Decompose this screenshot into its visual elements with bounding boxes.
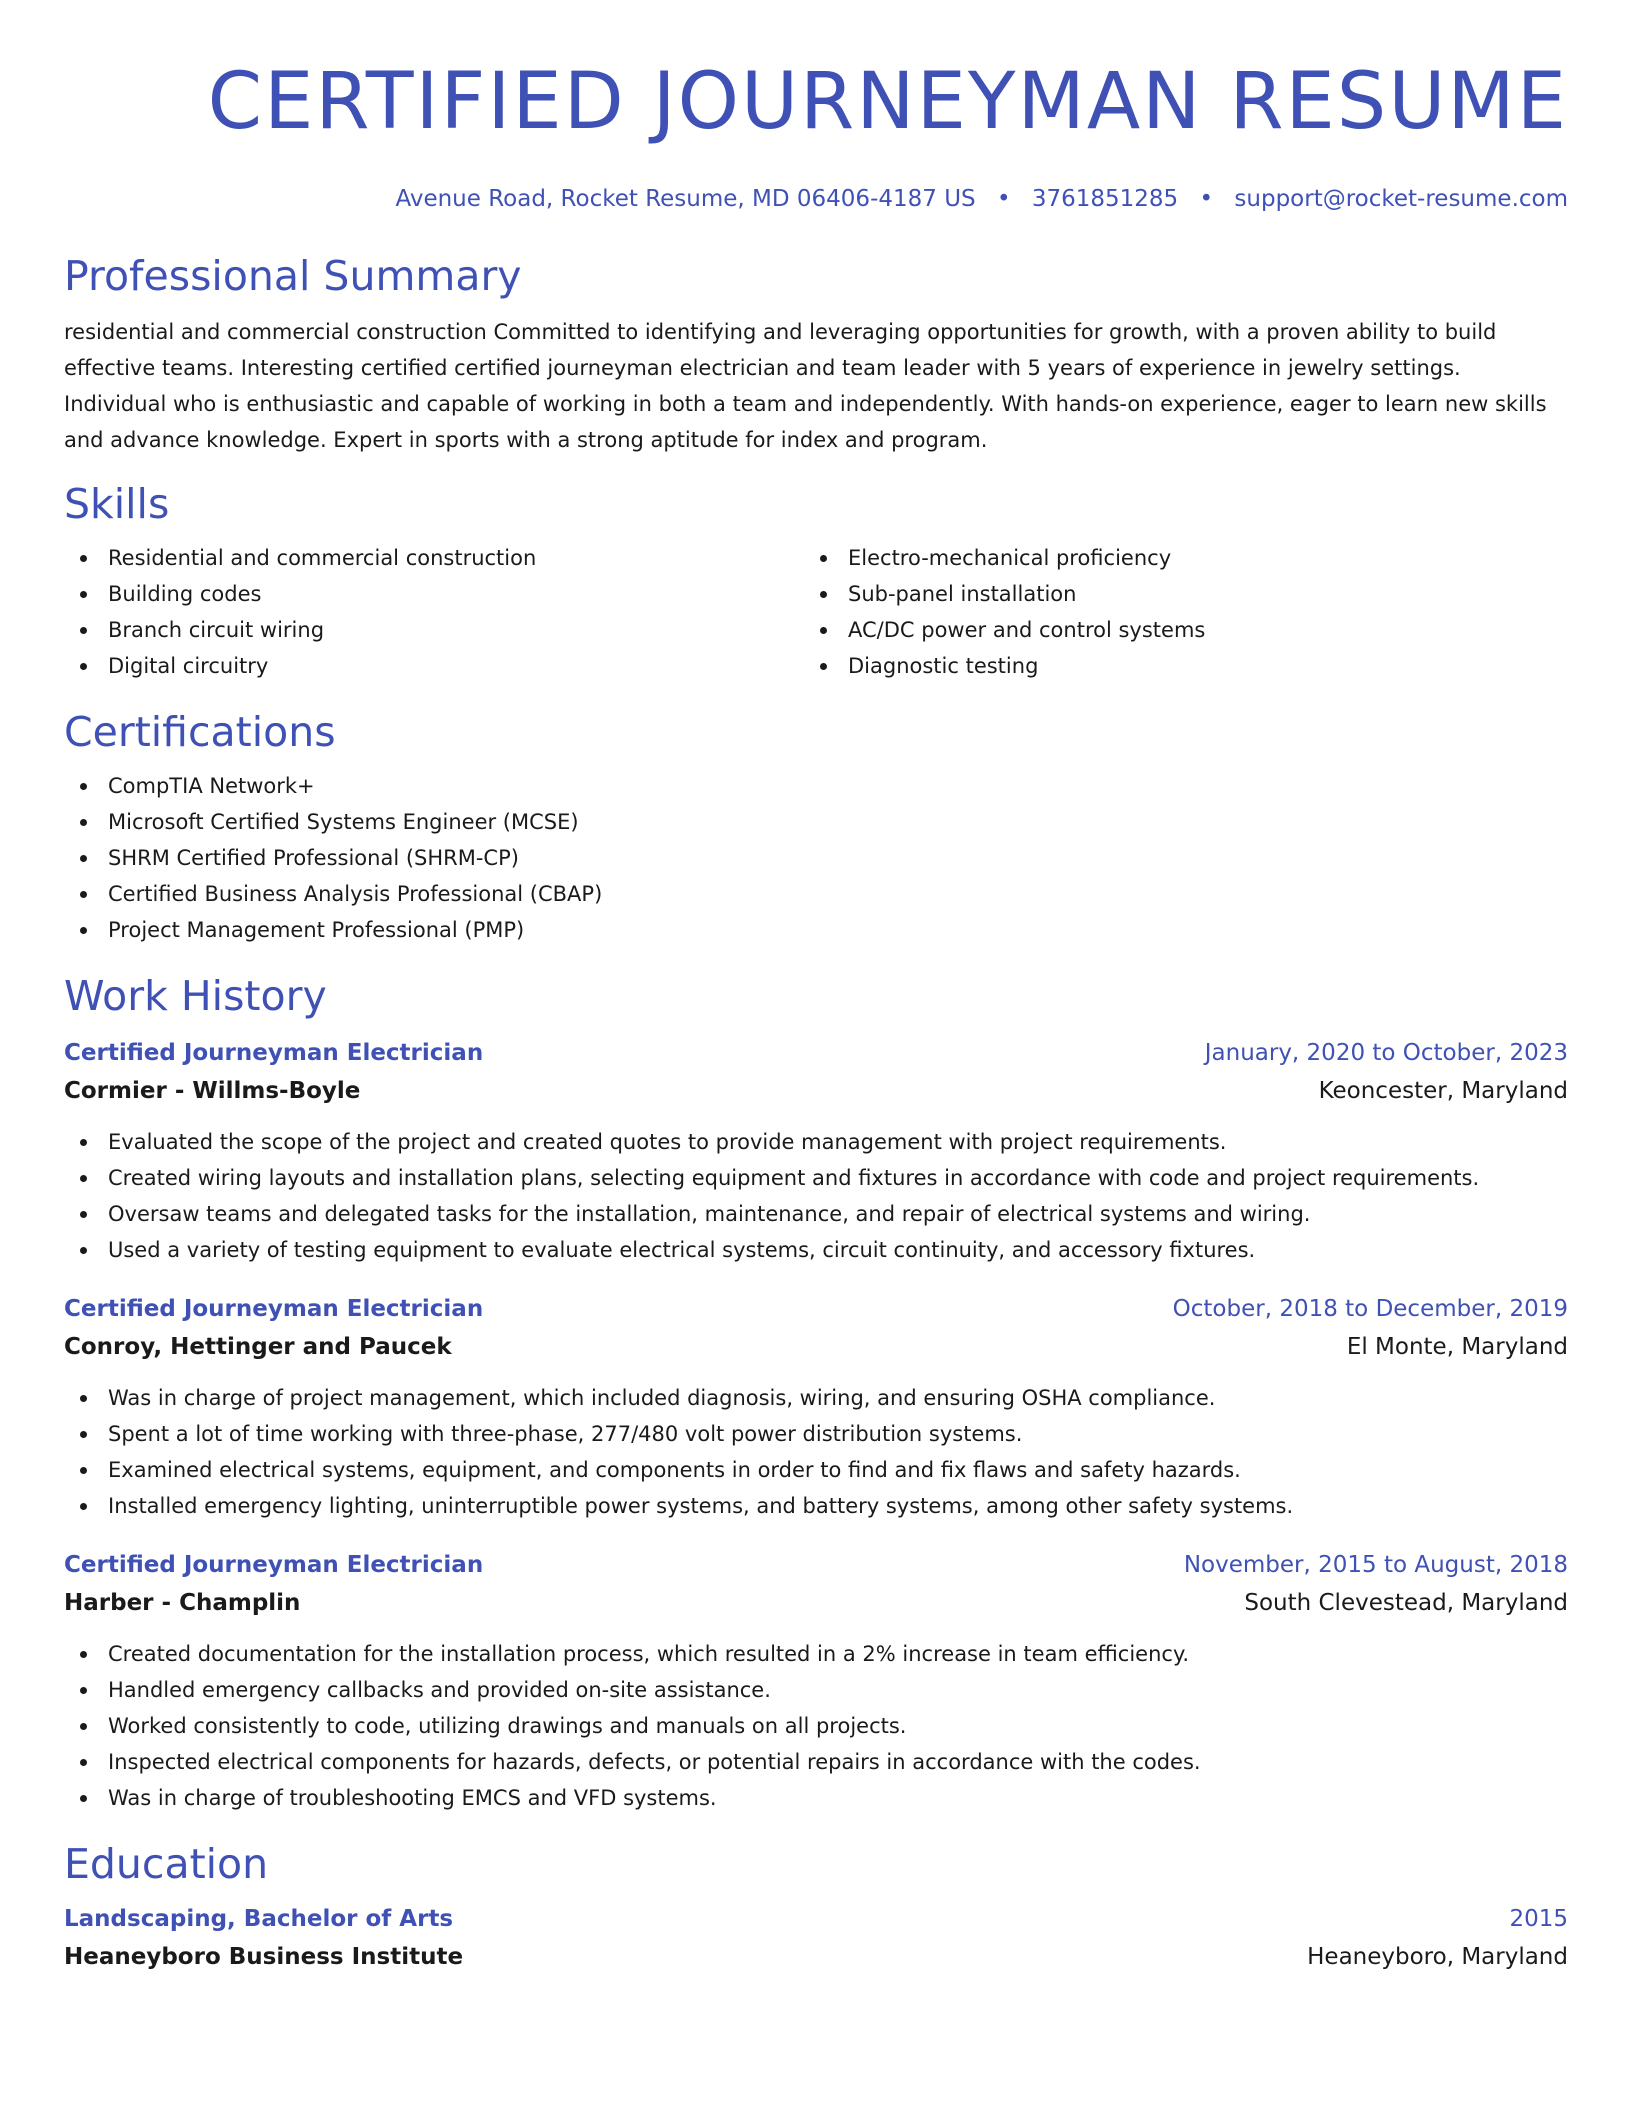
certification-item: Microsoft Certified Systems Engineer (MCSE) [64,804,1568,840]
job-bullet: Used a variety of testing equipment to evaluate electrical systems, circuit continuity, and accessory fixtures. [64,1232,1568,1268]
job-bullets [64,1380,1568,1524]
job-bullet: Created documentation for the installation process, which resulted in a 2% increase in team efficiency. [64,1636,1568,1672]
resume-title: CERTIFIED JOURNEYMAN RESUME [207,57,1568,147]
skill-item: AC/DC power and control systems [804,612,1568,648]
job-dates: November, 2015 to August, 2018 [1183,1552,1568,1578]
school-location: Heaneyboro, Maryland [1307,1944,1568,1970]
email-link[interactable]: support@rocket-resume.com [1234,186,1568,212]
skill-item: Branch circuit wiring [64,612,804,648]
skill-item: Residential and commercial construction [64,540,804,576]
job-bullet: Worked consistently to code, utilizing drawings and manuals on all projects. [64,1708,1568,1744]
job-dates: January, 2020 to October, 2023 [1204,1040,1568,1066]
job-company: Harber - Champlin [64,1590,301,1616]
job-bullet: Inspected electrical components for hazards, defects, or potential repairs in accordance with the codes. [64,1744,1568,1780]
job-location: South Clevestead, Maryland [1244,1590,1568,1616]
job-bullet: Installed emergency lighting, uninterruptible power systems, and battery systems, among other safety systems. [64,1488,1568,1524]
section-heading-work-history: Work History [64,972,327,1020]
job-bullet: Created wiring layouts and installation plans, selecting equipment and fixtures in accordance with code and project requirements. [64,1160,1568,1196]
job-entry [64,1546,1568,1816]
job-title: Certified Journeyman Electrician [64,1040,484,1066]
graduation-year: 2015 [1509,1906,1568,1932]
phone: 3761851285 [1031,186,1179,212]
summary-text: residential and commercial construction Committed to identifying and leveraging opportunities for growth, with a proven ability to build effective teams. Interesting certified certified journeyman electrician and team leader with 5 years of experience in jewelry settings. Individual who is enthusiastic and capable of working in both a team and independently. With hands-on experience, eager to learn new skills and advance knowledge. Expert in sports with a strong aptitude for index and program. [64,320,1547,452]
certifications-list [64,768,1568,948]
skill-item: Diagnostic testing [804,648,1568,684]
skills-list-right [804,540,1568,684]
job-company: Conroy, Hettinger and Paucek [64,1334,452,1360]
skill-item: Building codes [64,576,804,612]
certification-item: SHRM Certified Professional (SHRM-CP) [64,840,1568,876]
job-entry [64,1290,1568,1524]
job-title: Certified Journeyman Electrician [64,1552,484,1578]
job-bullets [64,1636,1568,1816]
separator: • [1199,186,1214,212]
skills-grid [64,540,1568,684]
section-heading-skills: Skills [64,480,170,528]
education-entry [64,1900,1568,1976]
certification-item: Certified Business Analysis Professional (CBAP) [64,876,1568,912]
job-bullets [64,1124,1568,1268]
job-title: Certified Journeyman Electrician [64,1296,484,1322]
separator: • [996,186,1011,212]
job-bullet: Was in charge of troubleshooting EMCS and VFD systems. [64,1780,1568,1816]
job-entry [64,1034,1568,1268]
skill-item: Digital circuitry [64,648,804,684]
job-location: El Monte, Maryland [1346,1334,1568,1360]
school-name: Heaneyboro Business Institute [64,1944,464,1970]
contact-line [64,184,1568,214]
certification-item: Project Management Professional (PMP) [64,912,1568,948]
skill-item: Electro-mechanical proficiency [804,540,1568,576]
degree: Landscaping, Bachelor of Arts [64,1906,454,1932]
job-bullet: Handled emergency callbacks and provided on-site assistance. [64,1672,1568,1708]
job-dates: October, 2018 to December, 2019 [1172,1296,1568,1322]
skill-item: Sub-panel installation [804,576,1568,612]
job-bullet: Spent a lot of time working with three-phase, 277/480 volt power distribution systems. [64,1416,1568,1452]
section-heading-education: Education [64,1840,269,1888]
skills-list-left [64,540,804,684]
job-bullet: Evaluated the scope of the project and created quotes to provide management with project requirements. [64,1124,1568,1160]
job-bullet: Oversaw teams and delegated tasks for the installation, maintenance, and repair of electrical systems and wiring. [64,1196,1568,1232]
job-location: Keoncester, Maryland [1318,1078,1568,1104]
job-bullet: Was in charge of project management, which included diagnosis, wiring, and ensuring OSHA compliance. [64,1380,1568,1416]
section-heading-summary: Professional Summary [64,252,522,300]
job-company: Cormier - Willms-Boyle [64,1078,361,1104]
job-bullet: Examined electrical systems, equipment, and components in order to find and fix flaws and safety hazards. [64,1452,1568,1488]
section-heading-certifications: Certifications [64,708,336,756]
address: Avenue Road, Rocket Resume, MD 06406-4187 US [395,186,976,212]
certification-item: CompTIA Network+ [64,768,1568,804]
